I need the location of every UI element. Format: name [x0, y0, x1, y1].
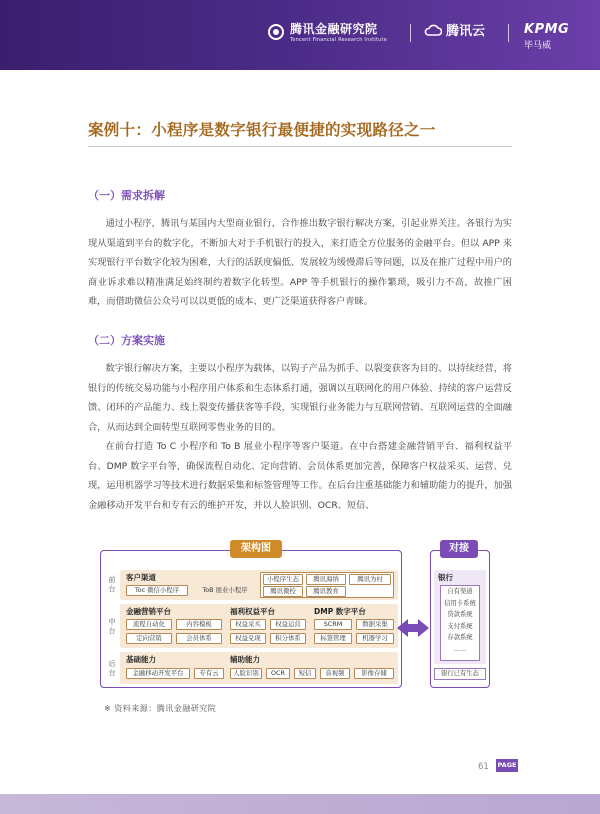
aux-item: OCR: [266, 668, 290, 679]
marketing-item: 内容模板: [176, 619, 222, 630]
tfri-english-name: Tencent Financial Research Institute: [290, 37, 387, 43]
architecture-title: 架构图: [230, 540, 282, 558]
welfare-item: 权益兑现: [230, 633, 266, 644]
header-divider: [508, 24, 509, 42]
channels-title: 客户渠道: [126, 573, 156, 582]
basic-item: 专有云: [194, 668, 224, 679]
ecosystem-item: 小程序生态: [263, 574, 303, 585]
ecosystem-item: 腾讯为村: [349, 574, 391, 585]
kpmg-wordmark: KPMG: [524, 22, 570, 37]
cloud-icon: [424, 24, 442, 36]
page-tag: PAGE: [496, 759, 518, 772]
header-banner: [0, 0, 600, 70]
ecosystem-item: 腾讯海纳: [306, 574, 346, 585]
dmp-title: DMP 数字平台: [314, 607, 366, 616]
bank-system-item: 信用卡系统: [444, 599, 476, 607]
section1-paragraph: 通过小程序，腾讯与某国内大型商业银行，合作推出数字银行解决方案，引起业界关注。各银行为实现从渠道到平台的数字化，不断加大对于手机银行的投入，来打造全方位服务的金融平台。但以 APP 来实现银行平台数字化较为困难，大行的活跃度偏低、发展较为缓慢滞后等问题，以及在推广过程中用户的商业诉求难以精准满足始终制约着数字化转型。APP 等手机银行的操作繁琐，吸引力不高，故推广困难，而借助微信公众号可以以更低的成本、更广泛渠道获得客户青睐。: [88, 218, 512, 308]
basic-title: 基础能力: [126, 655, 156, 664]
tencent-cloud-logo: [424, 20, 485, 39]
architecture-diagram: [100, 540, 500, 690]
page-title: 案例十：小程序是数字银行最便捷的实现路径之一: [88, 121, 436, 139]
bank-system-item: 支付系统: [447, 622, 473, 630]
footer-bar: [0, 794, 600, 814]
marketing-title: 金融营销平台: [126, 607, 171, 616]
section2-paragraph-1: 数字银行解决方案，主要以小程序为载体，以钩子产品为抓手、以裂变获客为目的、以持续经营，将银行的传统交易功能与小程序用户体系和生态体系打通，强调以互联网化的用户体验、持续的客户运营反馈、闭环的产品能力、线上裂变传播获客等手段，实现银行业务能力与互联网营销、互联网运营的全面融合，从而达到全面转型互联网零售业务的目的。: [88, 363, 512, 433]
header-divider: [410, 24, 411, 42]
kpmg-logo: [524, 22, 569, 51]
tfri-name: 腾讯金融研究院: [290, 22, 378, 36]
bank-systems-list: [440, 585, 480, 661]
basic-item: 金融移动开发平台: [126, 668, 190, 679]
dmp-item: 标签管理: [314, 633, 352, 644]
tfri-logo: [268, 20, 387, 43]
tier-label-back: 后台: [108, 660, 116, 677]
welfare-item: 积分体系: [270, 633, 306, 644]
bank-system-item: 贷款系统: [447, 611, 473, 619]
section-heading-implementation: （二）方案实施: [88, 334, 165, 347]
bank-system-item: ……: [453, 645, 467, 653]
dmp-item: SCRM: [314, 619, 352, 630]
welfare-item: 权益运营: [270, 619, 306, 630]
page-number: 61: [478, 762, 489, 772]
channel-item: ToB 展业小程序: [202, 586, 248, 594]
marketing-item: 流程自动化: [126, 619, 172, 630]
aux-item: 短信: [294, 668, 316, 679]
dmp-item: 机器学习: [356, 633, 394, 644]
welfare-title: 福利权益平台: [230, 607, 275, 616]
section2-paragraph-2: 在前台打造 To C 小程序和 To B 展业小程序等客户渠道。在中台搭建金融营销平台、福利权益平台、DMP 数字平台等，确保流程自动化、定向营销、会员体系更加完善，保障客户权益采买、运营、兑现，运用机器学习等技术进行数据采集和标签管理等工作。在后台注重基础能力和辅助能力的提升，加强金融移动开发平台和专有云的维护开发，并以人脸识别、OCR、短信、: [88, 441, 512, 511]
bank-system-item: 自有渠道: [447, 588, 473, 595]
bank-system-item: 存款系统: [447, 634, 473, 642]
dmp-item: 数据采集: [356, 619, 394, 630]
aux-title: 辅助能力: [230, 655, 260, 664]
source-note: ※ 资料来源：腾讯金融研究院: [104, 704, 217, 713]
title-divider: [88, 146, 512, 147]
ecosystem-item: 腾讯微校: [263, 586, 303, 597]
ecosystem-item: 腾讯教育: [306, 586, 346, 597]
tier-label-front: 前台: [108, 576, 116, 593]
tier-label-middle: 中台: [108, 618, 116, 635]
kpmg-chinese-name: 毕马威: [524, 41, 552, 51]
aux-item: 人脸识别: [230, 668, 262, 679]
tencent-cloud-name: 腾讯云: [446, 24, 486, 39]
channel-item: Toc 微信小程序: [126, 585, 188, 596]
marketing-item: 定向营销: [126, 633, 172, 644]
aux-item: 音视频: [320, 668, 350, 679]
integration-title: 对接: [440, 540, 478, 558]
tfri-circle-icon: [268, 24, 284, 40]
bank-title: 银行: [438, 573, 453, 582]
section-heading-requirements: （一）需求拆解: [88, 189, 165, 202]
bank-ecosystem-label: 银行已有生态: [434, 668, 486, 680]
welfare-item: 权益采买: [230, 619, 266, 630]
aux-item: 影像存储: [354, 668, 394, 679]
arrow-right-icon: [418, 619, 429, 637]
marketing-item: 会员体系: [176, 633, 222, 644]
